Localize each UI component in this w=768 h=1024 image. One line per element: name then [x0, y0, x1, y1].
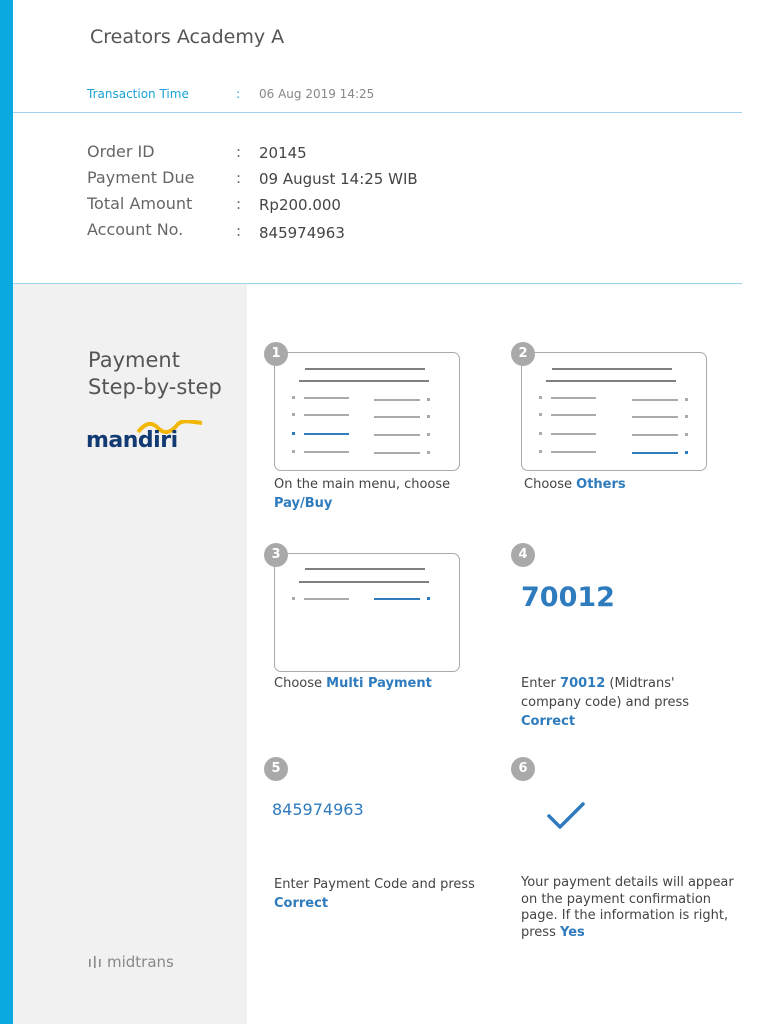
account-no-colon: :	[236, 222, 242, 240]
checkmark-icon	[546, 800, 586, 832]
order-id-colon: :	[236, 143, 242, 161]
step-3-number: 3	[264, 543, 288, 567]
step-4-number: 4	[511, 543, 535, 567]
transaction-time-colon: :	[236, 87, 241, 101]
step-3-description: Choose Multi Payment	[274, 676, 432, 691]
step-1-number: 1	[264, 342, 288, 366]
total-amount-colon: :	[236, 195, 242, 213]
merchant-name: Creators Academy A	[90, 26, 285, 48]
step-1-atm-screen	[274, 352, 460, 471]
payment-due-label: Payment Due	[87, 168, 195, 187]
order-id-value: 20145	[259, 144, 307, 162]
account-no-value: 845974963	[259, 224, 345, 242]
total-amount-value: Rp200.000	[259, 196, 341, 214]
step-5-number: 5	[264, 757, 288, 781]
divider-top	[13, 112, 742, 113]
order-id-label: Order ID	[87, 142, 155, 161]
mandiri-logo: mandiri	[86, 428, 178, 453]
step-2-number: 2	[511, 342, 535, 366]
midtrans-wordmark: midtrans	[107, 953, 174, 971]
step-1-description: On the main menu, choose Pay/Buy	[274, 477, 451, 511]
midtrans-logo	[88, 953, 174, 971]
account-no-label: Account No.	[87, 220, 184, 239]
step-2-atm-screen	[521, 352, 707, 471]
step-6-description: Your payment details will appear on the payment confirmation page. If the information is right, press Yes	[521, 875, 734, 940]
step-5-description: Enter Payment Code and press Correct	[274, 877, 475, 911]
step-4-description: Enter 70012 (Midtrans' company code) and press Correct	[521, 676, 690, 729]
step-6-number: 6	[511, 757, 535, 781]
total-amount-label: Total Amount	[87, 194, 193, 213]
step-2-description: Choose Others	[524, 477, 626, 492]
midtrans-bars-icon	[88, 955, 102, 969]
company-code: 70012	[521, 582, 615, 613]
left-accent-bar	[0, 0, 13, 1024]
payment-due-colon: :	[236, 169, 242, 187]
step-3-atm-screen	[274, 553, 460, 672]
panel-title: Payment Step-by-step	[88, 348, 222, 399]
transaction-time-label: Transaction Time	[87, 87, 189, 101]
payment-code: 845974963	[272, 800, 364, 819]
payment-due-value: 09 August 14:25 WIB	[259, 170, 418, 188]
transaction-time-value: 06 Aug 2019 14:25	[259, 87, 375, 101]
